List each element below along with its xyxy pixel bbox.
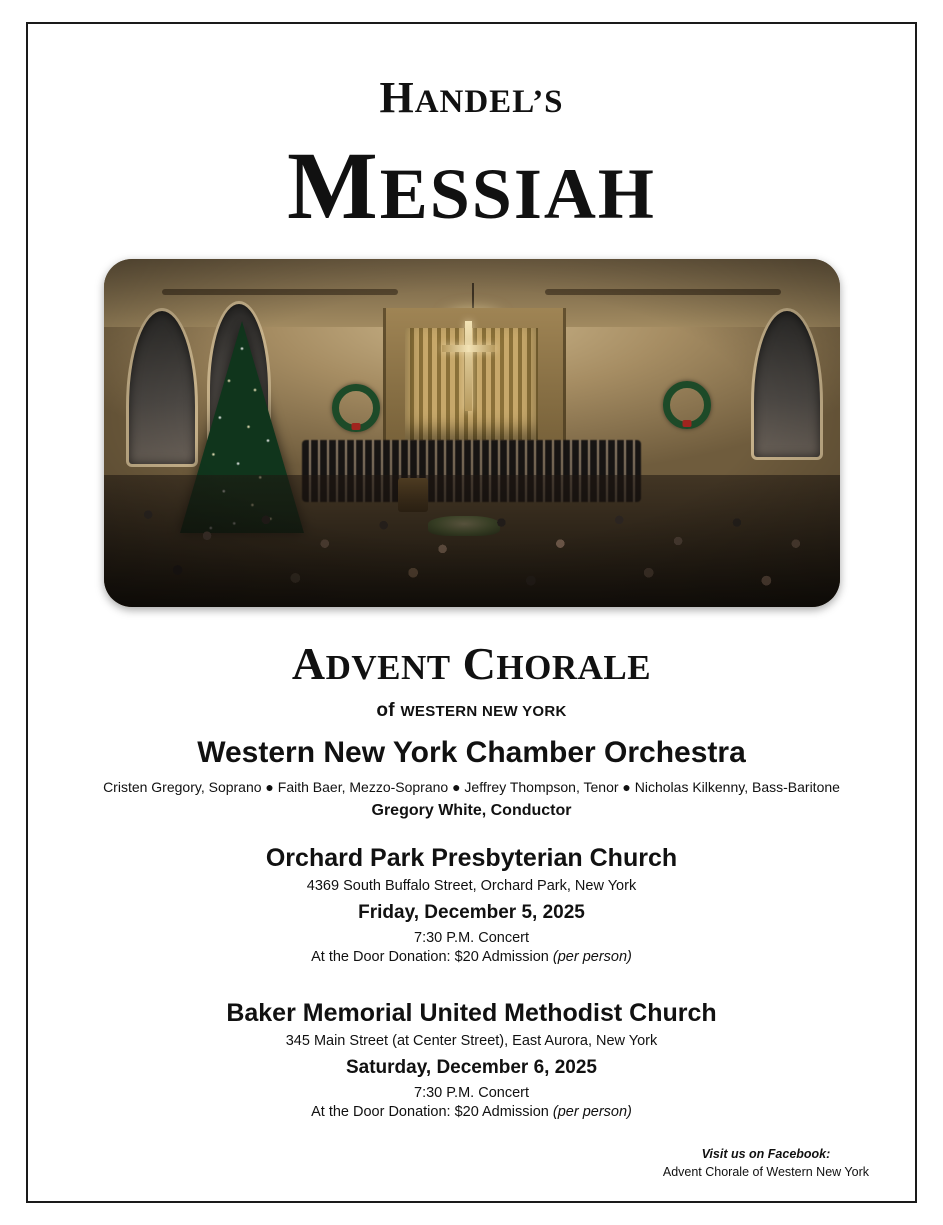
venue-date: Friday, December 5, 2025 [358,901,585,923]
ensemble-caps-a: DVENT [325,647,451,687]
venue-name: Orchard Park Presbyterian Church [265,843,678,872]
performance-1 [68,844,875,965]
venue-donation [68,1104,875,1120]
ensemble-caps-b: HORALE [496,647,652,687]
concert-photo [104,259,840,607]
ensemble-lead-letter-a: A [291,637,326,689]
venue-donation-text: At the Door Donation: $20 Admission [311,948,553,965]
venue-donation-note: (per person) [552,1103,632,1120]
venue-date: Saturday, December 6, 2025 [345,1056,597,1078]
venue-donation [68,949,875,965]
facebook-prompt: Visit us on Facebook: [701,1146,831,1161]
conductor-credit: Gregory White, Conductor [371,801,572,819]
venue-time: 7:30 P.M. Concert [414,1084,529,1101]
orchestra-name: Western New York Chamber Orchestra [197,735,746,769]
venue-donation-text: At the Door Donation: $20 Admission [311,1103,553,1120]
photo-vignette [104,259,840,607]
ensemble-subtitle-caps: WESTERN NEW YORK [400,702,567,720]
facebook-page-name: Advent Chorale of Western New York [662,1164,869,1179]
composer-line [68,73,875,122]
venue-address: 345 Main Street (at Center Street), East Aurora, New York [285,1032,658,1049]
composer-possessive: ’S [532,84,564,120]
ensemble-lead-letter-b: C [462,637,497,689]
facebook-credit [663,1145,869,1181]
venue-address: 4369 South Buffalo Street, Orchard Park, New York [306,877,637,894]
composer-name-caps: ANDEL [414,84,533,120]
ensemble-subtitle [68,700,875,722]
ensemble-name [68,637,875,690]
work-title-caps: ESSIAH [379,154,656,234]
composer-lead-letter: H [379,73,415,122]
venue-donation-note: (per person) [552,948,632,965]
church-interior-image [104,259,840,607]
work-title [68,132,875,239]
poster-content [26,22,917,1203]
performance-2 [68,999,875,1120]
venue-name: Baker Memorial United Methodist Church [226,998,717,1027]
work-title-lead-letter: M [287,132,380,239]
soloists-list: Cristen Gregory, Soprano ● Faith Baer, Mezzo-Soprano ● Jeffrey Thompson, Tenor ● Nicholas Kilkenny, Bass-Baritone [103,778,840,795]
venue-time: 7:30 P.M. Concert [414,929,529,946]
ensemble-subtitle-lead: of [376,699,401,721]
